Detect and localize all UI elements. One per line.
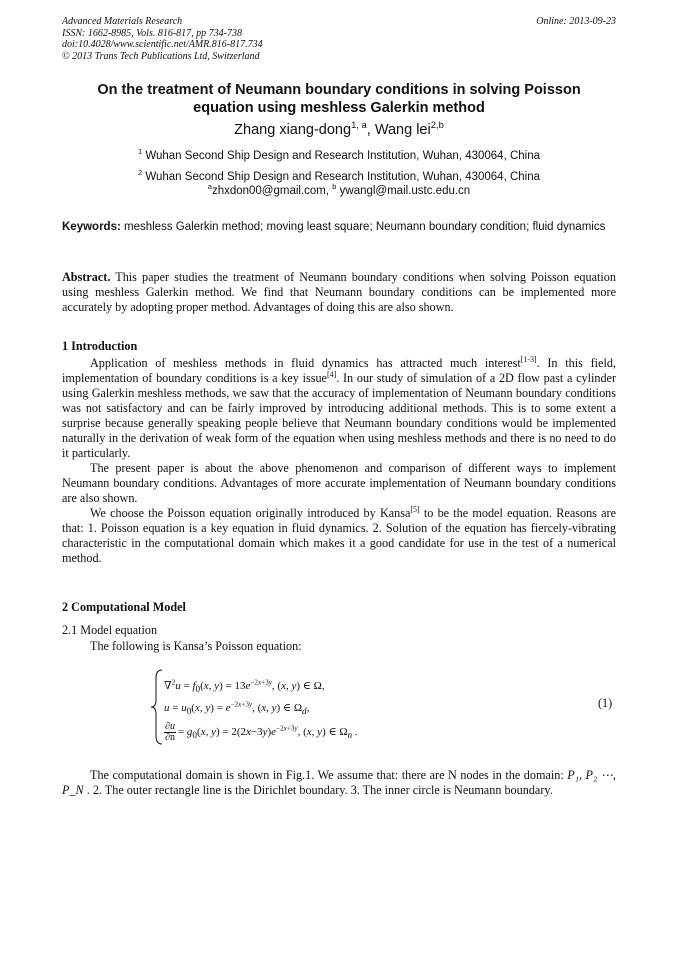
- equation-system: [150, 668, 450, 748]
- online-date: Online: 2013-09-23: [536, 16, 616, 27]
- section-heading-introduction: 1 Introduction: [62, 339, 138, 353]
- equation-number: (1): [598, 696, 613, 710]
- normal-derivative-fraction: $\frac{\partial u}{\partial n}$: [165, 721, 175, 743]
- issn-line: ISSN: 1662-8985, Vols. 816-817, pp 734-738: [62, 27, 242, 39]
- affiliation-2-text: Wuhan Second Ship Design and Research Institution, Wuhan, 430064, China: [145, 171, 541, 183]
- affiliation-1: [62, 147, 616, 163]
- affiliation-2: [62, 168, 616, 184]
- abstract-text: This paper studies the treatment of Neumann boundary conditions when solving Poisson equation using meshless Galerkin method. We find that Neumann boundary conditions can be implemented more accurately by adopting proper method. Advantages of doing this are also shown.: [62, 270, 616, 314]
- title-line-1: On the treatment of Neumann boundary conditions in solving Poisson: [97, 82, 581, 98]
- paper-title: [62, 81, 616, 117]
- intro-paragraph-2: The present paper is about the above phenomenon and comparison of different ways to implement Neumann boundary conditions. Advantages of more accurate implementation of Neumann boundary conditions are also shown.: [62, 461, 616, 505]
- intro-p3-text-a: We choose the Poisson equation originally introduced by Kansa: [90, 506, 411, 520]
- keywords-label: Keywords:: [62, 221, 121, 233]
- citation-5: [5]: [410, 504, 420, 514]
- email-line: [62, 182, 616, 198]
- doi-line: doi:10.4028/www.scientific.net/AMR.816-817.734: [62, 39, 263, 50]
- section-heading-computational-model: 2 Computational Model: [62, 600, 186, 614]
- title-line-2: equation using meshless Galerkin method: [193, 100, 485, 116]
- intro-p1-text-b: . In this field, implementation of boundary conditions is a key issue: [62, 356, 616, 385]
- author-2-superscript: 2,b: [430, 119, 444, 131]
- affiliation-1-marker: 1: [137, 147, 143, 157]
- email-a: zhxdon00@gmail.com,: [211, 185, 333, 197]
- intro-paragraph-3: [62, 506, 616, 566]
- affiliation-2-marker: 2: [137, 168, 143, 178]
- equation-line-3: $\frac{\partial u}{\partial n}$ = $g_0(x$, $y) = 2(2x-3y)e^{-2x+3y}$, (x, y) ∈ $\Omega_n$ .: [165, 721, 358, 743]
- model-equation-intro: The following is Kansa’s Poisson equation:: [90, 639, 302, 653]
- copyright-line: © 2013 Trans Tech Publications Ltd, Switzerland: [62, 50, 260, 62]
- author-1-superscript: 1, a: [351, 119, 367, 131]
- intro-p1-text-a: Application of meshless methods in fluid dynamics has attracted much interest: [90, 356, 521, 370]
- intro-p3-text-b: to be the model equation. Reasons are that: 1. Poisson equation is a key equation in fluid dynamics. 2. Solution of the equation has fiercely-vibrating characteristic in the computational domain which makes it a good candidate for use in the test of a numerical method.: [62, 506, 616, 565]
- keywords: [62, 220, 616, 234]
- subsection-heading-model-equation: 2.1 Model equation: [62, 623, 158, 637]
- author-2: Wang lei: [374, 122, 431, 138]
- email-a-marker: a: [207, 182, 212, 192]
- domain-text-b: . 2. The outer rectangle line is the Dirichlet boundary. 3. The inner circle is Neumann boundary.: [83, 783, 553, 797]
- author-list: [62, 119, 616, 138]
- left-brace-icon: [150, 668, 164, 746]
- equation-line-1: $\nabla^2u = f_0(x$, $y) = 13e^{-2x+3y}$, (x, y) ∈ Ω,: [164, 678, 325, 695]
- node-list: P₁, P₂ ⋯, P_N: [62, 768, 616, 797]
- abstract-label: Abstract.: [62, 270, 111, 284]
- citation-1-3: [1-3]: [520, 354, 537, 364]
- abstract: [62, 270, 616, 315]
- keywords-text: meshless Galerkin method; moving least square; Neumann boundary condition; fluid dynamics: [120, 221, 606, 233]
- affiliation-1-text: Wuhan Second Ship Design and Research Institution, Wuhan, 430064, China: [145, 150, 541, 162]
- author-separator: ,: [366, 122, 375, 138]
- intro-p1-text-c: . In our study of simulation of a 2D flow past a cylinder using Galerkin meshless methods, we saw that the accuracy of implementation of Neumann boundary conditions was not satisfactory and can be fairly improved by introducing additional methods. This is to some extent a surprise because generally speaking people believe that Neumann boundary conditions would be implemented naturally in the derivation of weak form of the equation when using meshless methods and there is no need to do it particularly.: [62, 371, 617, 460]
- equation-line-2: $u = u_0(x$, $y) = e^{-2x+3y}$, (x, y) ∈ $\Omega_d$,: [164, 700, 310, 717]
- journal-name: Advanced Materials Research: [62, 16, 183, 27]
- journal-header: [62, 16, 616, 62]
- email-b: ywangl@mail.ustc.edu.cn: [336, 185, 471, 197]
- citation-4: [4]: [326, 369, 337, 379]
- introduction-body: [62, 356, 616, 566]
- intro-paragraph-1: [62, 356, 616, 461]
- author-1: Zhang xiang-dong: [234, 122, 352, 138]
- email-b-marker: b: [332, 182, 337, 192]
- domain-description: [62, 768, 616, 798]
- computational-domain-paragraph: [62, 768, 616, 798]
- domain-text-a: The computational domain is shown in Fig.1. We assume that: there are N nodes in the domain:: [90, 768, 568, 782]
